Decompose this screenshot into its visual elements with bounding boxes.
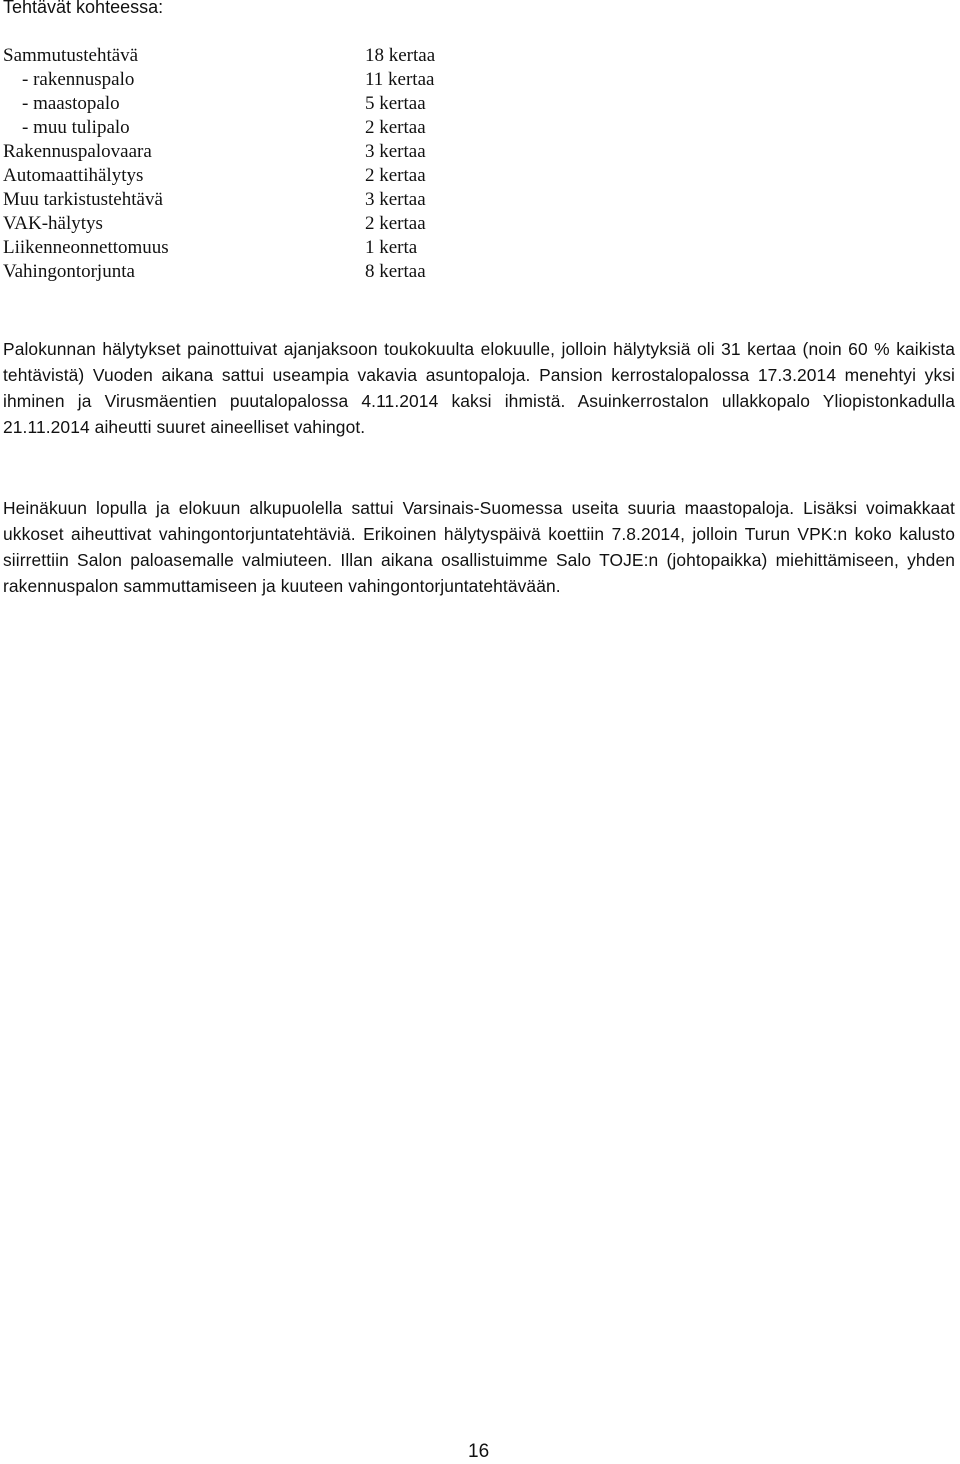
task-count: 18 kertaa [365, 45, 436, 66]
task-row [3, 44, 523, 68]
task-row [3, 236, 523, 260]
paragraph-summer-fires: Heinäkuun lopulla ja elokuun alkupuolella sattui Varsinais-Suomessa useita suuria maastopaloja. Lisäksi voimakkaat ukkoset aiheuttivat vahingontorjuntatehtäviä. Erikoinen hälytyspäivä koettiin 7.8.2014, jolloin Turun VPK:n koko kalusto siirrettiin Salon paloasemalle valmiuteen. Illan aikana osallistuimme Salo TOJE:n (johtopaikka) miehittämiseen, yhden rakennuspalon sammuttamiseen ja kuuteen vahingontorjuntatehtävään. [3, 498, 955, 596]
task-name: Rakennuspalovaara [3, 141, 152, 162]
task-count: 3 kertaa [365, 141, 426, 162]
task-row [3, 116, 523, 140]
task-row [3, 92, 523, 116]
task-row [3, 140, 523, 164]
task-name: - muu tulipalo [3, 117, 130, 138]
task-row [3, 164, 523, 188]
task-name: Sammutustehtävä [3, 45, 139, 66]
task-count: 5 kertaa [365, 93, 426, 114]
task-count: 2 kertaa [365, 117, 426, 138]
task-count: 2 kertaa [365, 165, 426, 186]
task-name: Liikenneonnettomuus [3, 237, 169, 258]
task-name: Vahingontorjunta [3, 261, 135, 282]
task-name: Muu tarkistustehtävä [3, 189, 163, 210]
task-name: - rakennuspalo [3, 69, 135, 90]
task-count: 3 kertaa [365, 189, 426, 210]
task-count: 8 kertaa [365, 261, 426, 282]
paragraph-alarms-summary: Palokunnan hälytykset painottuivat ajanjaksoon toukokuulta elokuulle, jolloin hälytyksiä oli 31 kertaa (noin 60 % kaikista tehtävistä) Vuoden aikana sattui useampia vakavia asuntopaloja. Pansion kerrostalopalossa 17.3.2014 menehtyi yksi ihminen ja Virusmäentien puutalopalossa 4.11.2014 kaksi ihmistä. Asuinkerrostalon ullakkopalo Yliopistonkadulla 21.11.2014 aiheutti suuret aineelliset vahingot. [3, 339, 955, 437]
task-list [3, 44, 523, 284]
task-name: VAK-hälytys [3, 213, 103, 234]
task-row [3, 68, 523, 92]
task-count: 2 kertaa [365, 213, 426, 234]
task-count: 1 kerta [365, 237, 418, 258]
task-name: - maastopalo [3, 93, 120, 114]
task-row [3, 188, 523, 212]
page-number: 16 [468, 1441, 490, 1462]
task-count: 11 kertaa [365, 69, 435, 90]
task-row [3, 260, 523, 284]
task-row [3, 212, 523, 236]
section-heading: Tehtävät kohteessa: [3, 0, 164, 17]
task-name: Automaattihälytys [3, 165, 144, 186]
